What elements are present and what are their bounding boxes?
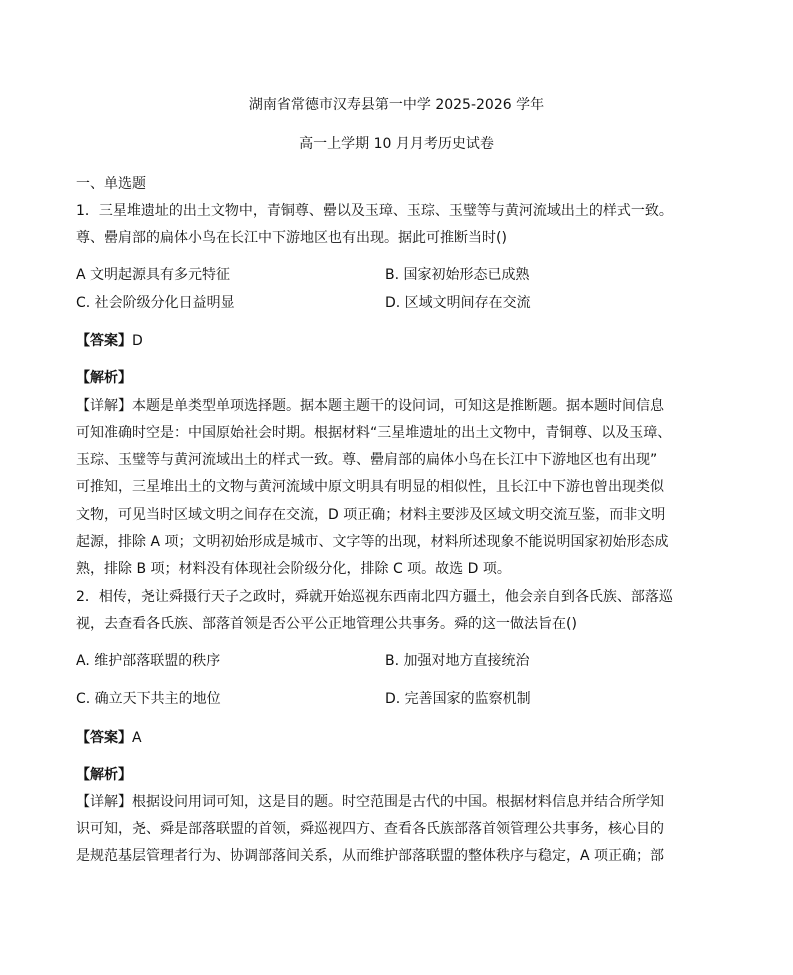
q1-option-a: A 文明起源具有多元特征 <box>76 267 231 283</box>
q1-detail-line: 文物，可见当时区域文明之间存在交流，D 项正确；材料主要涉及区域文明交流互鉴，而非文明 <box>76 507 666 523</box>
q2-answer-value: A <box>132 730 142 746</box>
q2-detail-line: 识可知，尧、舜是部落联盟的首领，舜巡视四方、查看各氏族部落首领管理公共事务，核心目的 <box>76 821 664 837</box>
q1-option-d: D. 区域文明间存在交流 <box>385 295 531 311</box>
q1-detail-line: 可推知，三星堆出土的文物与黄河流域中原文明具有明显的相似性，且长江中下游也曾出现类似 <box>76 479 664 495</box>
q2-answer-label: 【答案】 <box>76 730 132 746</box>
q1-option-c: C. 社会阶级分化日益明显 <box>76 295 235 311</box>
q2-option-b: B. 加强对地方直接统治 <box>385 653 530 669</box>
q2-detail-line: 是规范基层管理者行为、协调部落间关系，从而维护部落联盟的整体秩序与稳定，A 项正确；部 <box>76 848 665 864</box>
q1-answer-value: D <box>132 333 143 349</box>
q1-analysis-label: 【解析】 <box>76 370 132 386</box>
section-heading: 一、单选题 <box>76 176 146 192</box>
q2-option-d: D. 完善国家的监察机制 <box>385 691 531 707</box>
q2-detail-line: 【详解】根据设问用词可知，这是目的题。时空范围是古代的中国。根据材料信息并结合所学知 <box>76 794 664 810</box>
q2-analysis-label: 【解析】 <box>76 767 132 783</box>
q1-detail-line: 玉琮、玉璧等与黄河流域出土的样式一致。尊、罍肩部的扁体小鸟在长江中下游地区也有出现” <box>76 452 658 468</box>
q2-option-a: A. 维护部落联盟的秩序 <box>76 653 221 669</box>
q1-detail-line: 熟，排除 B 项；材料没有体现社会阶级分化，排除 C 项。故选 D 项。 <box>76 561 511 577</box>
q1-answer <box>76 332 143 350</box>
exam-title-line2: 高一上学期 10 月月考历史试卷 <box>299 136 494 152</box>
q1-option-b: B. 国家初始形态已成熟 <box>385 267 530 283</box>
exam-title-line1: 湖南省常德市汉寿县第一中学 2025-2026 学年 <box>248 97 545 113</box>
q1-answer-label: 【答案】 <box>76 333 132 349</box>
q2-option-c: C. 确立天下共主的地位 <box>76 691 221 707</box>
q1-stem-line: 尊、罍肩部的扁体小鸟在长江中下游地区也有出现。据此可推断当时() <box>76 230 507 246</box>
q1-stem-line: 1．三星堆遗址的出土文物中，青铜尊、罍以及玉璋、玉琮、玉璧等与黄河流域出土的样式一致。 <box>76 203 673 219</box>
q1-detail-line: 可知准确时空是：中国原始社会时期。根据材料“三星堆遗址的出土文物中，青铜尊、以及玉璋、 <box>76 425 672 441</box>
q2-answer <box>76 729 142 747</box>
q2-stem-line: 2．相传，尧让舜摄行天子之政时，舜就开始巡视东西南北四方疆土，他会亲自到各氏族、部落巡 <box>76 589 673 605</box>
q1-detail-line: 起源，排除 A 项；文明初始形成是城市、文字等的出现，材料所述现象不能说明国家初始形态成 <box>76 534 669 550</box>
q1-detail-line: 【详解】本题是单类型单项选择题。据本题主题干的设问词，可知这是推断题。据本题时间信息 <box>76 398 664 414</box>
q2-stem-line: 视，去查看各氏族、部落首领是否公平公正地管理公共事务。舜的这一做法旨在() <box>76 616 577 632</box>
